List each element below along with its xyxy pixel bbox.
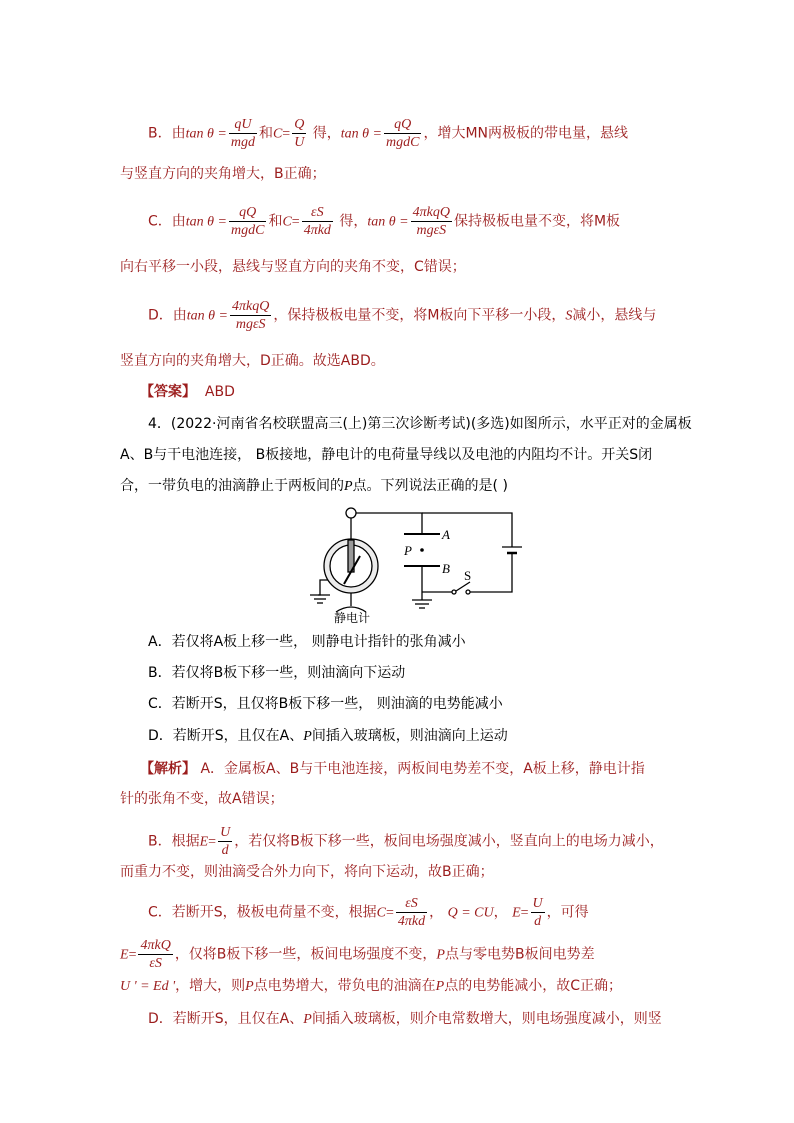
solution-line-d2: 竖直方向的夹角增大，D正确。故选ABD。 [120,353,385,369]
numerator: Q [294,117,305,132]
label-S: S [464,568,472,583]
text: 保持极板电量不变，将M板 [453,213,621,230]
analysis-line-5 [148,895,589,930]
math: C [272,126,283,142]
text: 得， [339,213,368,230]
denominator: 4πkd [397,914,426,929]
math: P [303,1012,312,1027]
fraction [138,937,172,972]
fraction [411,204,452,239]
denominator: mgεS [416,223,447,238]
option-C: C．若断开S，且仅将B板下移一些， 则油滴的电势能减小 [148,696,503,712]
math: = [520,905,529,921]
text: 和 [258,125,273,142]
text: 点的电势能减小，故C正确； [444,978,623,994]
math: S [565,308,573,324]
label-P: P [404,543,412,558]
text: 得， [312,125,341,142]
denominator: mgd [230,135,255,150]
analysis-line-3 [148,824,664,859]
math: Q = CU [447,905,494,921]
text: 减小，悬线与 [572,307,657,324]
label-A: A [442,527,450,542]
math: tan θ = [340,126,382,142]
denominator: U [294,135,305,150]
math: = [291,214,300,230]
analysis-line-4: 而重力不变，则油滴受合外力向下，将向下运动，故B正确； [120,864,494,880]
label-B: B [442,561,450,576]
option-A: A．若仅将A板上移一些， 则静电计指针的张角减小 [148,634,466,650]
math: C [376,905,387,921]
question-4-line-3 [120,476,508,497]
text: D．由 [148,307,187,324]
text: B．根据 [148,833,200,850]
math: E [199,834,209,850]
text: 点。下列说法正确的是( ) [352,478,508,494]
denominator: mgdC [386,135,420,150]
denominator: d [221,843,229,858]
fraction [292,116,306,151]
solution-line-d1 [148,298,656,333]
fraction [230,298,271,333]
fraction [229,116,257,151]
solution-line-c1 [148,204,620,239]
fraction [384,116,421,151]
math: = [208,834,217,850]
text: ，可得 [546,904,589,921]
circuit-figure [300,500,530,625]
math: tan θ = [367,214,409,230]
answer-value: ABD [204,384,235,400]
text: C．若断开S，极板电荷量不变，根据 [148,904,377,921]
text: D．若断开S，且仅在A、 [148,1011,304,1027]
text: C．由 [148,213,186,230]
fraction [396,895,427,930]
text: ， [493,904,508,921]
text: ，增大，则 [175,978,246,994]
numerator: qU [229,116,257,134]
numerator: 4πkqQ [232,299,270,314]
text: 点电势增大，带负电的油滴在 [253,978,436,994]
answer-line [140,382,235,402]
math: = [386,905,394,921]
question-4-line-2: A、B与干电池连接， B板接地，静电计的电荷量导线以及电池的内阻均不计。开关S闭 [120,447,653,463]
text: 点与零电势B板间电势差 [444,946,595,963]
numerator: qQ [229,204,266,222]
math: P [435,979,445,994]
solution-line-b1 [148,116,628,151]
fraction [218,824,232,859]
analysis-line-8 [148,1009,662,1030]
text: D．若断开S，且仅在A、 [148,728,304,744]
oil-drop-P [420,548,424,552]
solution-line-c2: 向右平移一小段，悬线与竖直方向的夹角不变，C错误； [120,259,466,275]
text: A．金属板A、B与干电池连接，两板间电势差不变，A板上移，静电计指 [196,761,645,777]
option-D [148,726,508,747]
math: tan θ = [186,308,228,324]
numerator: 4πkQ [140,938,171,953]
denominator: d [534,914,542,929]
fraction [229,204,266,239]
denominator: 4πkd [303,223,331,238]
text: ，增大MN两极板的带电量，悬线 [423,125,629,142]
analysis-line-2: 针的张角不变，故A错误； [120,791,284,807]
text: ，保持极板电量不变，将M板向下平移一小段， [273,307,566,324]
denominator: mgεS [235,317,266,332]
math: C [282,214,292,230]
text: 和 [268,213,283,230]
question-4-line-1: 4．(2022·河南省名校联盟高三(上)第三次诊断考试)(多选)如图所示，水平正对的金属板 [148,416,692,432]
math: E [512,905,521,921]
text: B．由 [148,125,186,142]
math: U ' = Ed ' [120,979,176,994]
figure-caption: 静电计 [334,611,371,625]
fraction [302,204,333,239]
electroscope-knob [346,508,356,518]
numerator: 4πkqQ [412,205,450,220]
math: = [128,947,137,963]
solution-line-b2: 与竖直方向的夹角增大，B正确； [120,166,326,182]
text: 间插入玻璃板，则油滴向上运动 [311,728,508,744]
denominator: mgdC [231,223,265,238]
math: tan θ = [185,214,227,230]
math: = [282,126,291,142]
math: tan θ = [185,126,227,142]
numerator: εS [302,204,333,222]
text: 间插入玻璃板，则介电常数增大，则电场强度减小，则竖 [311,1011,662,1027]
math: P [344,479,353,494]
math: P [245,979,254,994]
text: 合，一带负电的油滴静止于两板间的 [120,478,344,494]
math: P [436,947,445,963]
analysis-tag: 【解析】 [140,761,196,777]
numerator: U [532,896,543,911]
text: ， [429,904,444,921]
numerator: qQ [384,116,421,134]
text: ，若仅将B板下移一些，板间电场强度减小，竖直向上的电场力减小， [234,833,664,850]
option-B: B．若仅将B板下移一些，则油滴向下运动 [148,665,406,681]
math: P [303,729,312,744]
math: E [120,947,129,963]
numerator: εS [396,895,427,913]
analysis-line-1 [140,759,645,779]
numerator: U [220,825,231,840]
text: ，仅将B板下移一些，板间电场强度不变， [174,946,437,963]
analysis-line-7 [120,976,622,997]
denominator: εS [149,956,162,971]
fraction [531,895,545,930]
answer-tag: 【答案】 [140,384,196,400]
analysis-line-6 [120,937,595,972]
